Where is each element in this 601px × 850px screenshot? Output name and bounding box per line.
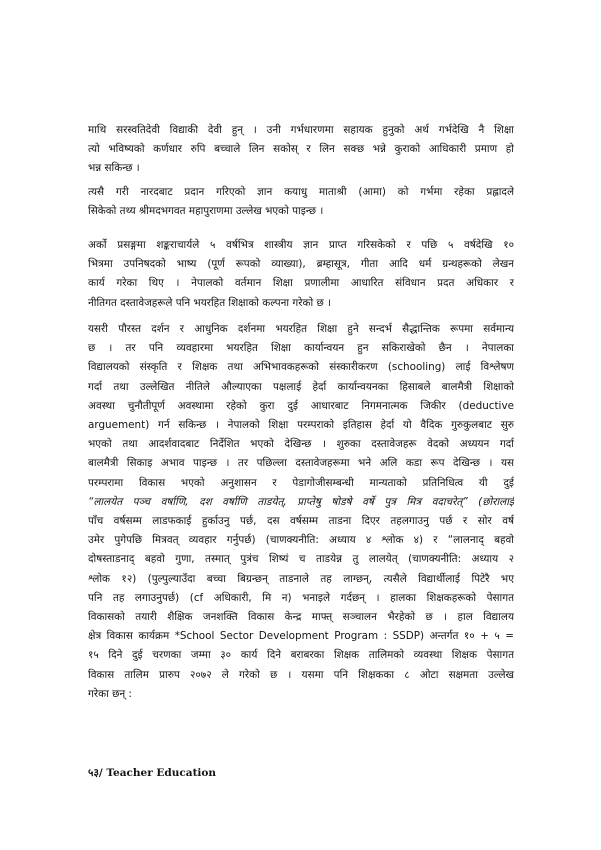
text-line: arguement) गर्न सकिन्छ । नेपालको शिक्षा परम्पराको इतिहास हेर्दा यो वैदिक गुरुकुलबाट सुरु <box>88 419 514 432</box>
text-line: त्यो भविष्यको कर्णधार रुपि बच्चाले लिन सकोस् र लिन सक्छ भन्ने कुराको आधिकारी प्रमाण हो <box>88 143 514 156</box>
text-line: गर्दा तथा उल्लेखित नीतिले औल्याएका पक्षलाई हेर्दा कार्यान्वयनका हिसाबले बालमैत्री शिक्षाको <box>88 380 514 393</box>
page-footer <box>88 766 216 780</box>
text-line: विकासको तयारी शैक्षिक जनशक्ति विकास केन्द्र माफ्त् सञ्चालन भैरहेको छ । हाल विद्यालय <box>88 611 514 624</box>
text-line: पाँच वर्षसम्म लाडफकाई हुर्काउनु पर्छ, दस वर्षसम्म ताडना दिएर तहलगाउनु पर्छ र सोर वर्ष <box>88 515 514 528</box>
text-line: १५ दिने दुई चरणका जम्मा ३० कार्य दिने बराबरका शिक्षक तालिमको व्यवस्था शिक्षक पेसागत <box>88 649 514 662</box>
text-line: भएको तथा आदर्शवादबाट निर्देशित भएको देखिन्छ । शुरुका दस्तावेजहरू वेदको अध्ययन गर्दा <box>88 438 514 451</box>
text-line: परम्परामा विकास भएको अनुशासन र पेडागोजीसम्बन्धी मान्यताको प्रतिनिधित्व यी दुई <box>88 476 514 489</box>
text-line: त्यसै गरी नारदबाट प्रदान गरिएको ज्ञान कयाधु माताश्री (आमा) को गर्भमा रहेका प्रह्लादले <box>88 186 514 198</box>
text-line: पनि तह लगाउनुपर्छ) (cf अधिकारी, मि न) भनाइले गर्दछन् । हालका शिक्षकहरूको पेसागत <box>88 591 514 604</box>
text-line: श्लोक १२) (पुल्पुल्याउँदा बच्चा बिग्रन्छन् ताडनाले तह लाग्छन्, त्यसैले विद्यार्थीलाई पिटेरै भए <box>88 572 514 585</box>
text-line: कार्य गरेका थिए । नेपालको वर्तमान शिक्षा प्रणालीमा आधारित संविधान प्रदत अधिकार र <box>88 277 514 290</box>
text-line-quote: “लालयेत पञ्च वर्षाणि, दश वर्षाणि ताडयेत्, प्राप्तेषु षोडषे वर्षे पुत्र मित्र वदाचरेत्” (छोरालाई <box>88 495 514 508</box>
text-line: सिकेको तथ्य श्रीमदभगवत महापुराणमा उल्लेख भएको पाइन्छ । <box>88 205 324 218</box>
text-line: अवस्था चुनौतीपूर्ण अवस्थामा रहेको कुरा दुई आधारबाट निगमनात्मक जिकीर (deductive <box>88 399 514 412</box>
text-line: क्षेत्र विकास कार्यक्रम *School Sector Development Program : SSDP) अन्तर्गत १० + ५ = <box>88 630 514 643</box>
text-line: विकास तालिम प्रारुप २०७२ ले गरेको छ । यसमा पनि शिक्षकका ८ ओटा सक्षमता उल्लेख <box>88 668 514 681</box>
text-line: बालमैत्री सिकाइ अभाव पाइन्छ । तर पछिल्ला दस्तावेजहरूमा भने अलि कडा रूप देखिन्छ । यस <box>88 457 514 470</box>
text-line: भित्रमा उपनिषदको भाष्य (पूर्ण रूपको व्याख्या), ब्रम्हासूत्र, गीता आदि धर्म ग्रन्थहरूको लेखन <box>88 258 514 271</box>
text-line: भन्न सकिन्छ । <box>88 162 140 175</box>
journal-title: Teacher Education <box>106 767 217 779</box>
text-line: नीतिगत दस्तावेजहरूले पनि भयरहित शिक्षाको कल्पना गरेको छ । <box>88 296 331 309</box>
text-line: यसरी पौरस्त दर्शन र आधुनिक दर्शनमा भयरहित शिक्षा हुने सन्दर्भ सैद्धान्तिक रूपमा सर्वमान्य <box>88 323 514 335</box>
page-number: ५३ <box>88 767 99 779</box>
text-line: विद्यालयको संस्कृति र शिक्षक तथा अभिभावकहरूको संस्कारीकरण (schooling) लाई विश्लेषण <box>88 361 514 374</box>
text-line: अर्को प्रसङ्गमा शङ्कराचार्यले ५ वर्षभित्र शास्त्रीय ज्ञान प्राप्त गरिसकेको र पछि ५ वर्षदेखि १० <box>88 239 514 251</box>
paragraph-4 <box>88 320 514 704</box>
paragraph-1 <box>88 121 514 179</box>
footer-separator: / <box>98 767 103 779</box>
paragraph-3 <box>88 236 514 313</box>
text-line: उमेर पुगेपछि मित्रवत् व्यवहार गर्नुपर्छ) (चाणक्यनीति: अध्याय ४ श्लोक ४) र “लालनाद् बहवो <box>88 534 514 547</box>
text-line: छ । तर पनि व्यवहारमा भयरहित शिक्षा कार्यान्वयन हुन सकिराखेको छैन । नेपालका <box>88 342 514 355</box>
text-line: दोषस्ताडनाद् बहवो गुणा, तस्मात् पुत्रंच शिष्यं च ताडयेन्न तु लालयेत् (चाणक्यनीति: अध्याय २ <box>88 553 514 566</box>
paragraph-2 <box>88 183 514 221</box>
text-line: माथि सरस्वतिदेवी विद्याकी देवी हुन् । उनी गर्भधारणमा सहायक हुनुको अर्थ गर्भदेखि नै शिक्षा <box>88 124 514 136</box>
text-line: गरेका छन् : <box>88 687 132 700</box>
